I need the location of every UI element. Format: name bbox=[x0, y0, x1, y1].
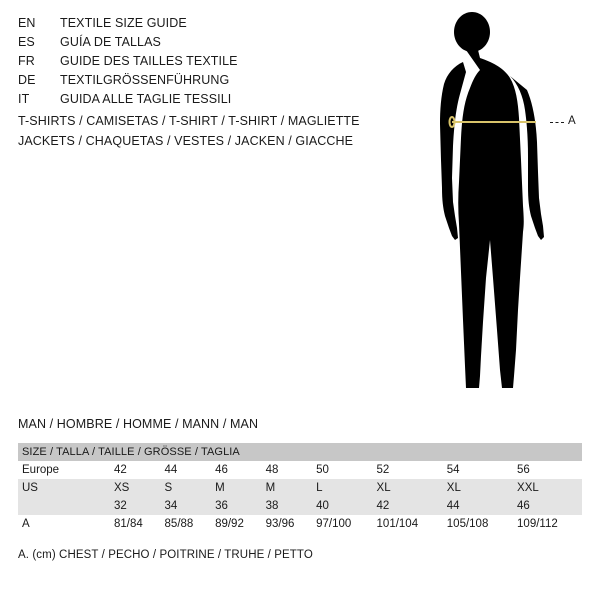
table-row bbox=[18, 515, 582, 533]
table-cell: 44 bbox=[443, 497, 513, 515]
table-cell: 85/88 bbox=[161, 515, 212, 533]
category-jackets: JACKETS / CHAQUETAS / VESTES / JACKEN / GIACCHE bbox=[18, 134, 354, 148]
section-title-man: MAN / HOMBRE / HOMME / MANN / MAN bbox=[18, 417, 259, 431]
row-label bbox=[18, 497, 110, 515]
row-label: A bbox=[18, 515, 110, 533]
language-row bbox=[18, 16, 398, 35]
table-cell: M bbox=[211, 479, 262, 497]
table-cell: XXL bbox=[513, 479, 582, 497]
language-row bbox=[18, 92, 398, 111]
table-cell: 50 bbox=[312, 461, 372, 479]
male-silhouette-icon bbox=[400, 10, 600, 410]
table-cell: 105/108 bbox=[443, 515, 513, 533]
row-label: US bbox=[18, 479, 110, 497]
callout-label-a: A bbox=[568, 115, 576, 127]
table-cell: 93/96 bbox=[262, 515, 313, 533]
row-label: Europe bbox=[18, 461, 110, 479]
language-text: GUÍA DE TALLAS bbox=[60, 35, 161, 49]
table-cell: M bbox=[262, 479, 313, 497]
table-cell: 101/104 bbox=[373, 515, 443, 533]
table-row bbox=[18, 461, 582, 479]
table-cell: 44 bbox=[161, 461, 212, 479]
table-cell: L bbox=[312, 479, 372, 497]
language-text: TEXTILE SIZE GUIDE bbox=[60, 16, 187, 30]
language-row bbox=[18, 54, 398, 73]
language-text: TEXTILGRÖSSENFÜHRUNG bbox=[60, 73, 230, 87]
table-cell: 97/100 bbox=[312, 515, 372, 533]
table-header-label: SIZE / TALLA / TAILLE / GRÖSSE / TAGLIA bbox=[18, 443, 582, 461]
language-code: DE bbox=[18, 73, 36, 87]
table-cell: 52 bbox=[373, 461, 443, 479]
language-text: GUIDA ALLE TAGLIE TESSILI bbox=[60, 92, 232, 106]
table-cell: 46 bbox=[211, 461, 262, 479]
language-code: EN bbox=[18, 16, 36, 30]
table-cell: 40 bbox=[312, 497, 372, 515]
table-cell: 54 bbox=[443, 461, 513, 479]
table-cell: 81/84 bbox=[110, 515, 161, 533]
size-table bbox=[18, 443, 582, 533]
language-code: ES bbox=[18, 35, 35, 49]
language-row bbox=[18, 35, 398, 54]
table-cell: 56 bbox=[513, 461, 582, 479]
table-cell: 38 bbox=[262, 497, 313, 515]
language-list bbox=[18, 16, 398, 111]
table-cell: 34 bbox=[161, 497, 212, 515]
table-cell: 36 bbox=[211, 497, 262, 515]
table-cell: 109/112 bbox=[513, 515, 582, 533]
table-cell: 48 bbox=[262, 461, 313, 479]
table-cell: XL bbox=[373, 479, 443, 497]
language-row bbox=[18, 73, 398, 92]
language-code: FR bbox=[18, 54, 35, 68]
category-list bbox=[18, 111, 418, 151]
table-header-row bbox=[18, 443, 582, 461]
table-row bbox=[18, 497, 582, 515]
table-cell: 89/92 bbox=[211, 515, 262, 533]
language-code: IT bbox=[18, 92, 30, 106]
table-cell: 46 bbox=[513, 497, 582, 515]
callout-dash-line bbox=[550, 122, 564, 123]
table-cell: S bbox=[161, 479, 212, 497]
table-cell: 42 bbox=[110, 461, 161, 479]
body-figure bbox=[400, 10, 600, 410]
language-text: GUIDE DES TAILLES TEXTILE bbox=[60, 54, 238, 68]
table-cell: XS bbox=[110, 479, 161, 497]
table-row bbox=[18, 479, 582, 497]
table-cell: 32 bbox=[110, 497, 161, 515]
table-footnote: A. (cm) CHEST / PECHO / POITRINE / TRUHE / PETTO bbox=[18, 549, 313, 561]
table-cell: XL bbox=[443, 479, 513, 497]
table-cell: 42 bbox=[373, 497, 443, 515]
category-tshirts: T-SHIRTS / CAMISETAS / T-SHIRT / T-SHIRT / MAGLIETTE bbox=[18, 114, 360, 128]
